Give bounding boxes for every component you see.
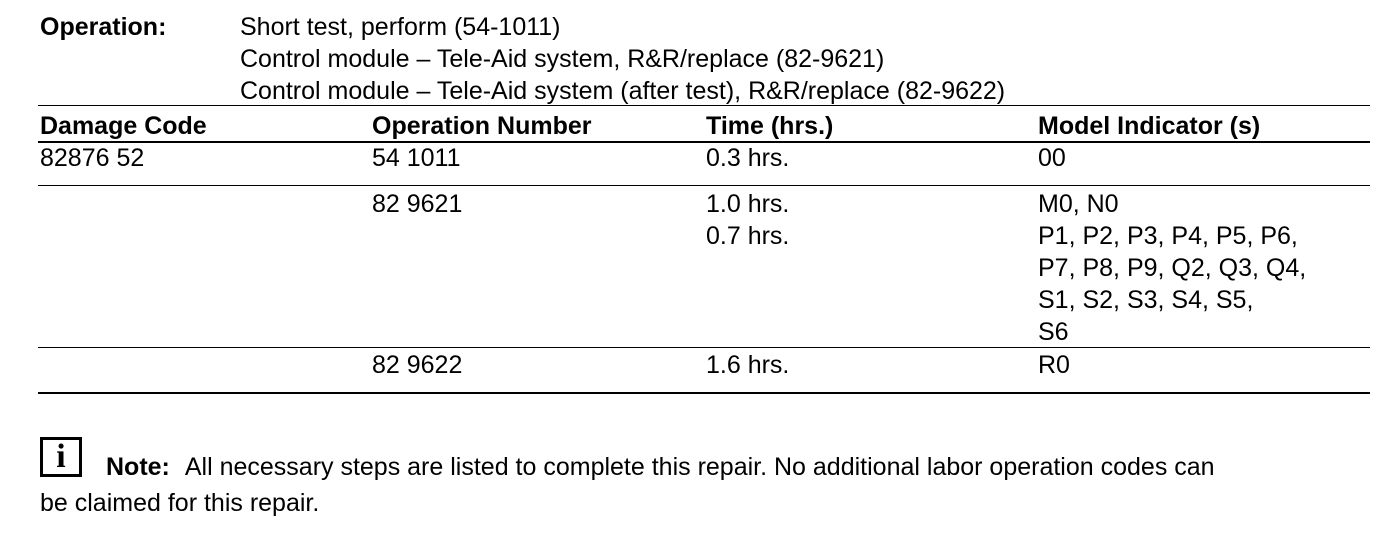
info-icon: i: [40, 437, 82, 477]
note-text: [106, 451, 1215, 483]
header-operation-number: Operation Number: [372, 112, 592, 140]
operation-number-cell: 82 9622: [372, 351, 463, 379]
operation-line-2: Control module – Tele-Aid system, R&R/replace (82-9621): [240, 45, 885, 73]
damage-code-cell: 82876 52: [40, 144, 145, 172]
note-line-2: be claimed for this repair.: [40, 489, 320, 517]
model-indicator-cell: 00: [1038, 144, 1066, 172]
header-rule: [38, 141, 1370, 143]
table-top-rule: [38, 105, 1370, 106]
table-bottom-rule: [38, 392, 1370, 394]
operation-number-cell: 54 1011: [372, 144, 461, 172]
operation-label: Operation:: [40, 13, 167, 41]
model-indicator-cell: M0, N0: [1038, 190, 1119, 218]
note-line-1: All necessary steps are listed to complete this repair. No additional labor operation codes can: [184, 453, 1215, 481]
operation-number-cell: 82 9621: [372, 190, 463, 218]
model-indicator-cell: S1, S2, S3, S4, S5,: [1038, 286, 1254, 314]
header-time: Time (hrs.): [706, 112, 834, 140]
time-cell: 1.0 hrs.: [706, 190, 790, 218]
operation-line-3: Control module – Tele-Aid system (after test), R&R/replace (82-9622): [240, 77, 1006, 105]
note-label: Note:: [106, 453, 170, 481]
model-indicator-cell: P1, P2, P3, P4, P5, P6,: [1038, 222, 1298, 250]
header-model-indicator: Model Indicator (s): [1038, 112, 1261, 140]
row-rule: [38, 185, 1370, 186]
model-indicator-cell: S6: [1038, 318, 1069, 346]
operation-line-1: Short test, perform (54-1011): [240, 13, 561, 41]
row-rule: [38, 347, 1370, 348]
time-cell: 0.3 hrs.: [706, 144, 790, 172]
model-indicator-cell: P7, P8, P9, Q2, Q3, Q4,: [1038, 254, 1307, 282]
time-cell: 1.6 hrs.: [706, 351, 790, 379]
time-cell: 0.7 hrs.: [706, 222, 790, 250]
header-damage-code: Damage Code: [40, 112, 207, 140]
model-indicator-cell: R0: [1038, 351, 1070, 379]
